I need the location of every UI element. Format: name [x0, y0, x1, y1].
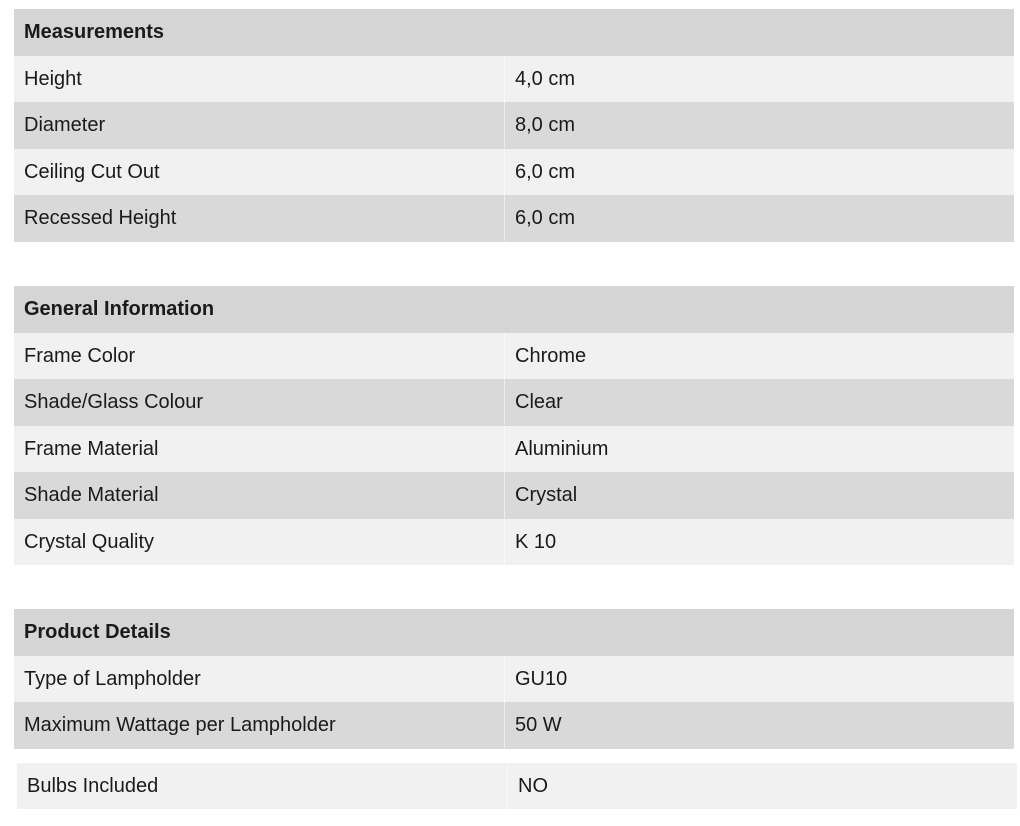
table-row [14, 149, 1014, 196]
spec-value: Crystal [504, 472, 1014, 518]
section-header [14, 286, 1014, 333]
spec-value: Aluminium [504, 426, 1014, 472]
section-title: Measurements [24, 20, 165, 43]
table-row [14, 702, 1014, 749]
section-title: General Information [24, 297, 215, 320]
spec-value: 50 W [504, 702, 1014, 748]
spec-value: 4,0 cm [504, 56, 1014, 102]
spec-value: GU10 [504, 656, 1014, 702]
product-details-table [14, 609, 1014, 749]
section-title: Product Details [24, 620, 171, 643]
spec-label: Ceiling Cut Out [24, 160, 160, 183]
spec-value: NO [507, 763, 1017, 809]
table-row [14, 656, 1014, 703]
measurements-table [14, 9, 1014, 242]
spec-value: Clear [504, 379, 1014, 425]
spec-label: Height [24, 67, 82, 90]
spec-label: Diameter [24, 114, 106, 137]
table-row [14, 333, 1014, 380]
spec-label: Shade/Glass Colour [24, 391, 203, 414]
table-row [14, 195, 1014, 242]
table-row [14, 379, 1014, 426]
table-row [14, 56, 1014, 103]
spec-value: Chrome [504, 333, 1014, 379]
spec-value: K 10 [504, 519, 1014, 565]
spec-value: 6,0 cm [504, 149, 1014, 195]
bulbs-included-row [17, 763, 1017, 809]
general-information-table [14, 286, 1014, 565]
spec-label: Type of Lampholder [24, 667, 201, 690]
table-row [14, 519, 1014, 566]
spec-value: 6,0 cm [504, 195, 1014, 241]
table-row [14, 102, 1014, 149]
section-header [14, 609, 1014, 656]
spec-label: Bulbs Included [27, 775, 159, 797]
spec-label: Frame Color [24, 344, 136, 367]
table-row [14, 472, 1014, 519]
table-row [14, 426, 1014, 473]
spec-label: Recessed Height [24, 207, 177, 230]
section-header [14, 9, 1014, 56]
spec-value: 8,0 cm [504, 102, 1014, 148]
spec-label: Shade Material [24, 484, 159, 507]
spec-label: Frame Material [24, 437, 159, 460]
spec-label: Maximum Wattage per Lampholder [24, 714, 336, 737]
spec-label: Crystal Quality [24, 530, 155, 553]
